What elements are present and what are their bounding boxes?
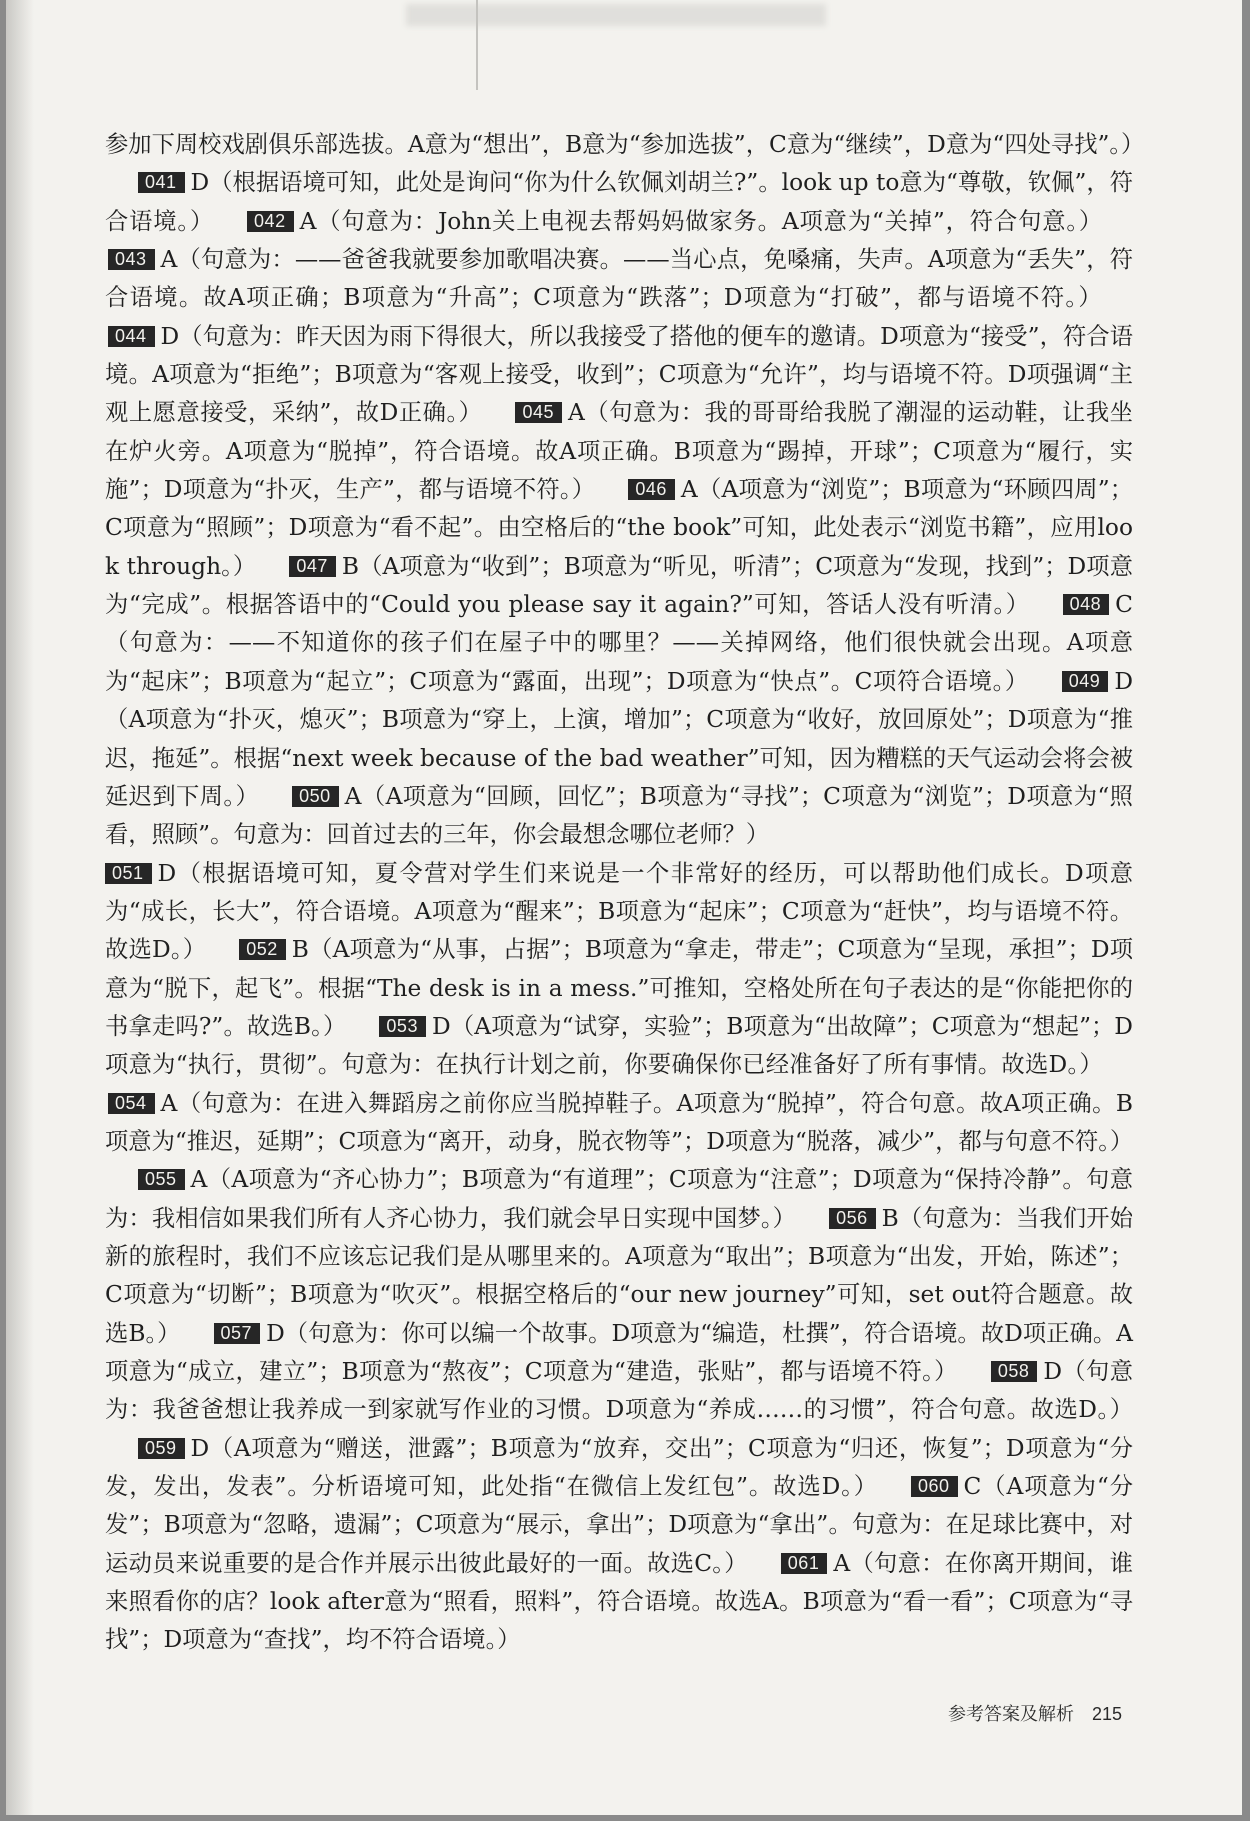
page-fold-line	[476, 0, 478, 90]
question-number-badge: 043	[108, 249, 155, 270]
question-number-badge: 042	[247, 211, 294, 232]
question-number-badge: 048	[1063, 594, 1110, 615]
question-number-badge: 051	[105, 863, 152, 884]
question-number-badge: 056	[829, 1208, 876, 1229]
entry-text: B（A项意为“收到”；B项意为“听见，听清”；C项意为“发现，找到”；D项意为“完成”。根据答语中的“Could you please say it again?”可知，答话人没有听清。）	[105, 552, 1134, 619]
question-number-badge: 059	[138, 1438, 185, 1459]
entry-050	[105, 783, 1133, 848]
question-number-badge: 052	[239, 939, 286, 960]
question-number-badge: 045	[515, 402, 562, 423]
question-number-badge: 058	[991, 1361, 1038, 1382]
paragraph-051-061	[105, 855, 1133, 1660]
question-number-badge: 049	[1062, 671, 1109, 692]
page-footer	[948, 1700, 1122, 1726]
entry-text: D（A项意为“试穿，实验”；B项意为“出故障”；C项意为“想起”；D项意为“执行，贯彻”。句意为：在执行计划之前，你要确保你已经准备好了所有事情。故选D。）	[105, 1012, 1133, 1079]
question-number-badge: 041	[138, 172, 185, 193]
faint-bleed-through	[406, 4, 826, 26]
book-page	[6, 0, 1242, 1815]
entry-text: A（句意：在你离开期间，谁来照看你的店？look after意为“照看，照料”，符合语境。故选A。B项意为“看一看”；C项意为“寻找”；D项意为“查找”，均不符合语境。）	[105, 1549, 1133, 1654]
entry-text: A（A项意为“回顾，回忆”；B项意为“寻找”；C项意为“浏览”；D项意为“照看，照顾”。句意为：回首过去的三年，你会最想念哪位老师？）	[105, 782, 1133, 849]
entry-047	[105, 553, 1133, 618]
entry-text: D（根据语境可知，夏令营对学生们来说是一个非常好的经历，可以帮助他们成长。D项意为“成长，长大”，符合语境。A项意为“醒来”；B项意为“起床”；C项意为“赶快”，均与语境不符。故选D。）	[105, 859, 1133, 964]
entry-057	[105, 1320, 1133, 1385]
entry-text: B（A项意为“从事，占据”；B项意为“拿走，带走”；C项意为“呈现，承担”；D项意为“脱下，起飞”。根据“The desk is in a mess.”可推知，空格处所在句子表达的是“你能把你的书拿走吗?”。故选B。）	[105, 936, 1133, 1040]
answer-explanations	[105, 126, 1145, 1660]
entry-043	[105, 246, 1133, 311]
page-edge-shadow	[6, 0, 34, 1815]
section-label: 参考答案及解析	[947, 1704, 1074, 1725]
entry-text: A（句意为：在进入舞蹈房之前你应当脱掉鞋子。A项意为“脱掉”，符合句意。故A项正确。B项意为“推迟，延期”；C项意为“离开，动身，脱衣物等”；D项意为“脱落，减少”，都与句意不符。）	[105, 1089, 1134, 1155]
question-number-badge: 053	[379, 1016, 426, 1037]
question-number-badge: 060	[911, 1476, 958, 1497]
entry-text: D（句意为：我爸爸想让我养成一到家就写作业的习惯。D项意为“养成……的习惯”，符合句意。故选D。）	[105, 1358, 1133, 1424]
question-number-badge: 046	[628, 479, 675, 500]
entry-text: D（句意为：昨天因为雨下得很大，所以我接受了搭他的便车的邀请。D项意为“接受”，符合语境。A项意为“拒绝”；B项意为“客观上接受，收到”；C项意为“允许”，均与语境不符。D项强调“主观上愿意接受，采纳”，故D正确。）	[105, 322, 1133, 427]
entry-text: B（句意为：当我们开始新的旅程时，我们不应该忘记我们是从哪里来的。A项意为“取出”；B项意为“出发，开始，陈述”；C项意为“切断”；B项意为“吹灭”。根据空格后的“our new journey”可知，set out符合题意。故选B。）	[105, 1204, 1133, 1347]
question-number-badge: 044	[108, 326, 155, 347]
entry-text: A（A项意为“齐心协力”；B项意为“有道理”；C项意为“注意”；D项意为“保持冷静”。句意为：我相信如果我们所有人齐心协力，我们就会早日实现中国梦。）	[105, 1166, 1133, 1232]
entry-text: C（句意为：——不知道你的孩子们在屋子中的哪里？——关掉网络，他们很快就会出现。A项意为“起床”；B项意为“起立”；C项意为“露面，出现”；D项意为“快点”。C项符合语境。）	[105, 591, 1133, 695]
question-number-badge: 055	[138, 1169, 185, 1190]
entry-text: D（A项意为“扑灭，熄灭”；B项意为“穿上，上演，增加”；C项意为“收好，放回原处”；D项意为“推迟，拖延”。根据“next week because of the bad weather”可知，因为糟糕的天气运动会将会被延迟到下周。）	[105, 667, 1133, 810]
entry-042	[244, 208, 1103, 235]
entry-text: D（A项意为“赠送，泄露”；B项意为“放弃，交出”；C项意为“归还，恢复”；D项意为“分发，发出，发表”。分析语境可知，此处指“在微信上发红包”。故选D。）	[105, 1434, 1133, 1501]
question-number-badge: 057	[214, 1323, 261, 1344]
question-number-badge: 050	[292, 786, 339, 807]
paragraph-041-050	[105, 126, 1145, 855]
entry-text: A（句意为：——爸爸我就要参加歌唱决赛。——当心点，免嗓痛，失声。A项意为“丢失”，符合语境。故A项正确；B项意为“升高”；C项意为“跌落”；D项意为“打破”，都与语境不符。）	[105, 246, 1133, 312]
question-number-badge: 047	[289, 556, 336, 577]
question-number-badge: 054	[108, 1093, 155, 1114]
entry-text: A（句意为：我的哥哥给我脱了潮湿的运动鞋，让我坐在炉火旁。A项意为“脱掉”，符合语境。故A项正确。B项意为“踢掉，开球”；C项意为“履行，实施”；D项意为“扑灭，生产”，都与语境不符。）	[105, 399, 1133, 504]
entry-text: D（根据语境可知，此处是询问“你为什么钦佩刘胡兰?”。look up to意为“尊敬，钦佩”，符合语境。）	[105, 169, 1133, 235]
entry-text: C（A项意为“分发”；B项意为“忽略，遗漏”；C项意为“展示，拿出”；D项意为“拿出”。句意为：在足球比赛中，对运动员来说重要的是合作并展示出彼此最好的一面。故选C。）	[105, 1473, 1134, 1577]
entry-text: A（句意为：John关上电视去帮妈妈做家务。A项意为“关掉”，符合句意。）	[299, 207, 1103, 235]
entry-text: A（A项意为“浏览”；B项意为“环顾四周”；C项意为“照顾”；D项意为“看不起”。由空格后的“the book”可知，此处表示“浏览书籍”，应用look through。）	[105, 476, 1133, 580]
entry-text: D（句意为：你可以编一个故事。D项意为“编造，杜撰”，符合语境。故D项正确。A项意为“成立，建立”；B项意为“熬夜”；C项意为“建造，张贴”，都与语境不符。）	[105, 1319, 1133, 1385]
page-number: 215	[1091, 1704, 1122, 1724]
intro-text: 参加下周校戏剧俱乐部选拔。A意为“想出”，B意为“参加选拔”，C意为“继续”，D意为“四处寻找”。）	[105, 131, 1145, 158]
question-number-badge: 061	[781, 1553, 828, 1574]
entry-054	[105, 1090, 1133, 1155]
